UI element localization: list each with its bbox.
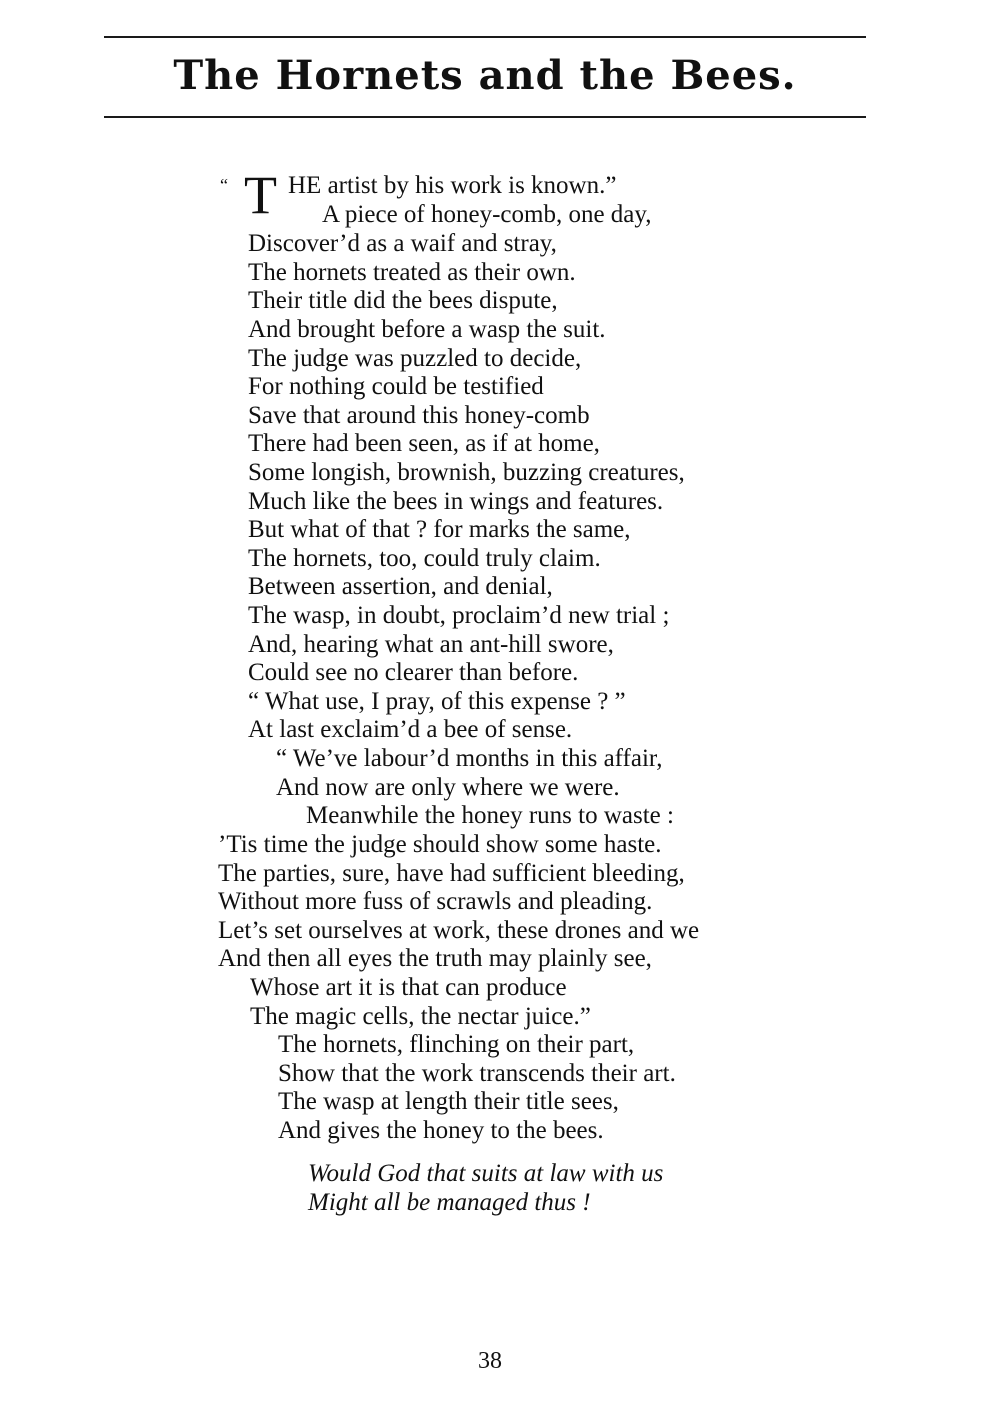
poem-line: There had been seen, as if at home, xyxy=(248,430,600,457)
poem-line: The hornets, flinching on their part, xyxy=(278,1031,635,1058)
poem-line: For nothing could be testified xyxy=(248,373,544,400)
poem-line: Without more fuss of scrawls and pleading. xyxy=(218,888,653,915)
poem-line: And then all eyes the truth may plainly see, xyxy=(218,945,652,972)
poem-line: And, hearing what an ant-hill swore, xyxy=(248,631,614,658)
poem-line: Much like the bees in wings and features. xyxy=(248,488,664,515)
poem-line: “ What use, I pray, of this expense ? ” xyxy=(248,688,626,715)
poem-line: The parties, sure, have had sufficient bleeding, xyxy=(218,860,685,887)
poem-line: Let’s set ourselves at work, these drones and we xyxy=(218,917,700,944)
poem-line: At last exclaim’d a bee of sense. xyxy=(248,716,573,743)
poem-line: “ We’ve labour’d months in this affair, xyxy=(276,745,663,772)
poem-line: The judge was puzzled to decide, xyxy=(248,345,582,372)
opening-quote: “ xyxy=(220,175,228,195)
poem-line: Discover’d as a waif and stray, xyxy=(248,230,557,257)
poem-line: HE artist by his work is known.” xyxy=(288,172,617,199)
poem-line: The hornets, too, could truly claim. xyxy=(248,545,601,572)
poem-line: Some longish, brownish, buzzing creatures, xyxy=(248,459,685,486)
poem-line: The wasp at length their title sees, xyxy=(278,1088,619,1115)
poem-line: The magic cells, the nectar juice.” xyxy=(250,1003,591,1030)
poem-line: The hornets treated as their own. xyxy=(248,259,576,286)
poem-line: Show that the work transcends their art. xyxy=(278,1060,676,1087)
page-title: The Hornets and the Bees. xyxy=(173,52,797,99)
poem-line: Meanwhile the honey runs to waste : xyxy=(306,802,674,829)
drop-cap: T xyxy=(244,165,277,225)
poem-line: Their title did the bees dispute, xyxy=(248,287,558,314)
poem-line: Between assertion, and denial, xyxy=(248,573,553,600)
poem-line: And brought before a wasp the suit. xyxy=(248,316,606,343)
poem-line: And now are only where we were. xyxy=(276,774,620,801)
page-number: 38 xyxy=(478,1348,502,1374)
poem-line: ’Tis time the judge should show some haste. xyxy=(218,831,662,858)
poem-line: The wasp, in doubt, proclaim’d new trial ; xyxy=(248,602,670,629)
moral-line: Would God that suits at law with us xyxy=(308,1160,664,1187)
poem-line: And gives the honey to the bees. xyxy=(278,1117,604,1144)
moral-line: Might all be managed thus ! xyxy=(308,1189,591,1216)
bottom-rule xyxy=(104,116,866,118)
poem-line: Could see no clearer than before. xyxy=(248,659,579,686)
poem-line: Whose art it is that can produce xyxy=(250,974,567,1001)
top-rule xyxy=(104,36,866,38)
poem-line: A piece of honey-comb, one day, xyxy=(322,201,652,228)
poem-line: But what of that ? for marks the same, xyxy=(248,516,631,543)
poem-line: Save that around this honey-comb xyxy=(248,402,590,429)
